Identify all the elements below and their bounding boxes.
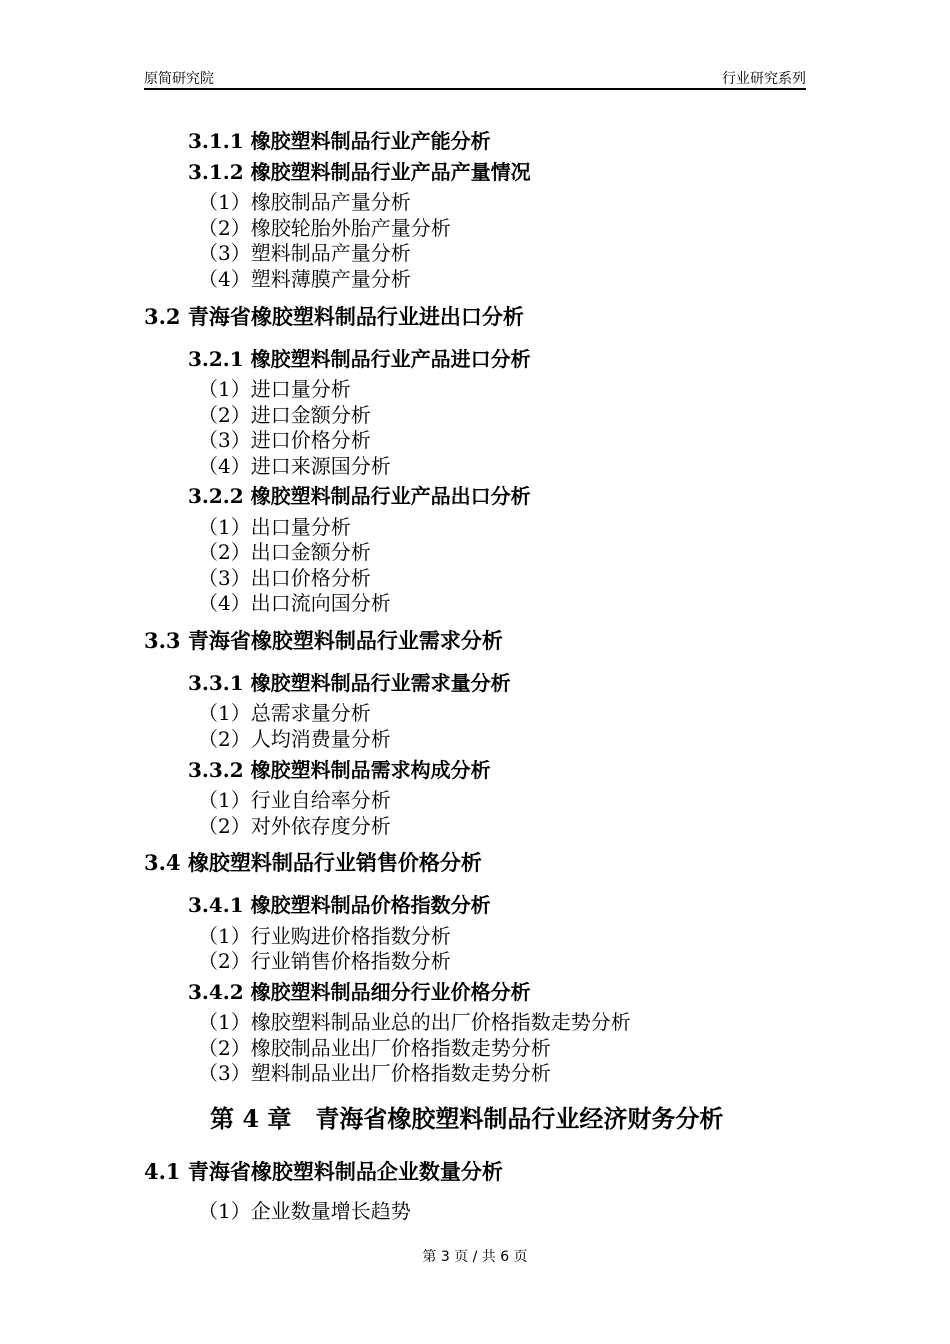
header-org: 原简研究院 — [144, 71, 214, 87]
toc-item: （4）出口流向国分析 — [198, 591, 391, 615]
toc-subsection: 3.1.2 橡胶塑料制品行业产品产量情况 — [188, 160, 531, 184]
toc-item: （1）进口量分析 — [198, 377, 351, 401]
toc-item: （3）塑料制品产量分析 — [198, 241, 411, 265]
toc-item: （3）塑料制品业出厂价格指数走势分析 — [198, 1061, 551, 1085]
toc-item: （1）总需求量分析 — [198, 701, 371, 725]
toc-item: （4）塑料薄膜产量分析 — [198, 267, 411, 291]
toc-item: （2）行业销售价格指数分析 — [198, 949, 451, 973]
toc-item: （1）行业自给率分析 — [198, 788, 391, 812]
toc-item: （2）橡胶制品业出厂价格指数走势分析 — [198, 1036, 551, 1060]
toc-subsection: 3.3.2 橡胶塑料制品需求构成分析 — [188, 758, 491, 782]
header-series: 行业研究系列 — [722, 71, 806, 87]
toc-item: （1）企业数量增长趋势 — [198, 1199, 411, 1223]
toc-item: （1）行业购进价格指数分析 — [198, 924, 451, 948]
toc-item: （1）出口量分析 — [198, 515, 351, 539]
toc-item: （2）人均消费量分析 — [198, 727, 391, 751]
toc-subsection: 3.4.2 橡胶塑料制品细分行业价格分析 — [188, 980, 531, 1004]
toc-item: （3）出口价格分析 — [198, 566, 371, 590]
toc-section: 3.3 青海省橡胶塑料制品行业需求分析 — [144, 628, 503, 653]
toc-subsection: 3.4.1 橡胶塑料制品价格指数分析 — [188, 893, 491, 917]
toc-section: 4.1 青海省橡胶塑料制品企业数量分析 — [144, 1159, 503, 1184]
toc-subsection: 3.1.1 橡胶塑料制品行业产能分析 — [188, 129, 491, 153]
toc-section: 3.4 橡胶塑料制品行业销售价格分析 — [144, 850, 482, 875]
toc-item: （1）橡胶塑料制品业总的出厂价格指数走势分析 — [198, 1010, 631, 1034]
toc-item: （4）进口来源国分析 — [198, 454, 391, 478]
toc-item: （3）进口价格分析 — [198, 428, 371, 452]
toc-item: （2）出口金额分析 — [198, 540, 371, 564]
toc-item: （2）进口金额分析 — [198, 403, 371, 427]
page-footer: 第 3 页 / 共 6 页 — [422, 1249, 528, 1265]
toc-item: （2）对外依存度分析 — [198, 814, 391, 838]
toc-item: （2）橡胶轮胎外胎产量分析 — [198, 216, 451, 240]
toc-subsection: 3.2.2 橡胶塑料制品行业产品出口分析 — [188, 484, 531, 508]
toc-chapter: 第 4 章 青海省橡胶塑料制品行业经济财务分析 — [210, 1104, 724, 1133]
toc-item: （1）橡胶制品产量分析 — [198, 190, 411, 214]
toc-subsection: 3.2.1 橡胶塑料制品行业产品进口分析 — [188, 347, 531, 371]
toc-section: 3.2 青海省橡胶塑料制品行业进出口分析 — [144, 304, 524, 329]
toc-subsection: 3.3.1 橡胶塑料制品行业需求量分析 — [188, 671, 511, 695]
page-header — [144, 66, 806, 90]
